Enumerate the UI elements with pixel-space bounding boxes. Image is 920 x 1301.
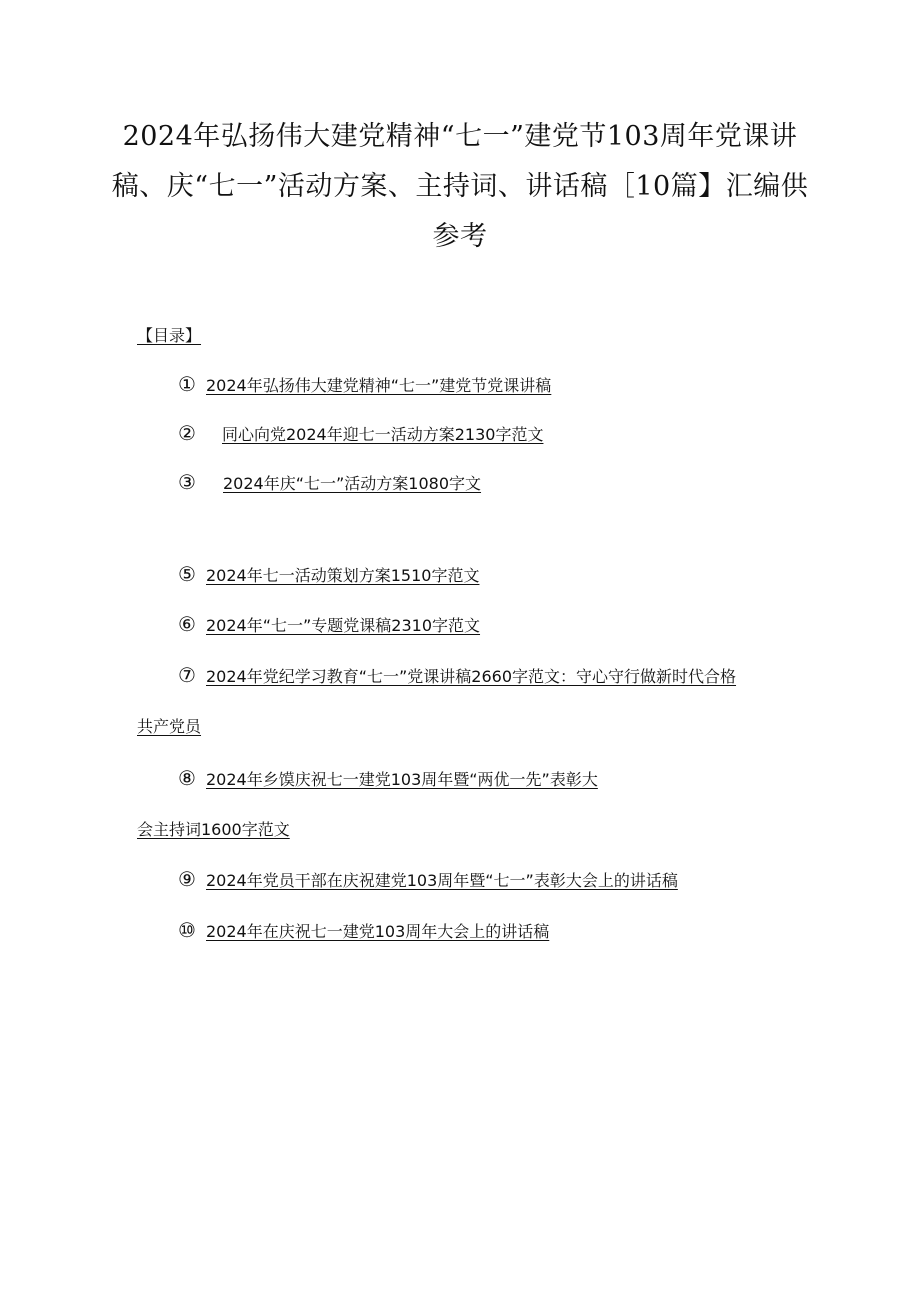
toc-item-number: ⑩ (178, 918, 196, 942)
toc-item-link[interactable]: 2024年党员干部在庆祝建党103周年暨“七一”表彰大会上的讲话稿 (206, 871, 678, 890)
toc-item-link[interactable]: 2024年“七一”专题党课稿2310字范文 (206, 616, 481, 635)
toc-item-3[interactable] (178, 469, 481, 497)
toc-item-link[interactable]: 2024年弘扬伟大建党精神“七一”建党节党课讲稿 (206, 376, 552, 395)
toc-item-number: ⑦ (178, 663, 196, 687)
toc-item-9[interactable] (178, 866, 678, 894)
toc-item-link[interactable]: 2024年乡馍庆祝七一建党103周年暨“两优一先”表彰大 (206, 770, 598, 789)
toc-item-8-continuation[interactable]: 会主持词1600字范文 (137, 820, 290, 839)
toc-heading: 【目录】 (137, 326, 202, 345)
toc-item-number: ② (178, 421, 196, 445)
toc-item-7[interactable] (178, 662, 736, 690)
toc-item-number: ⑨ (178, 867, 196, 891)
toc-item-link[interactable]: 同心向党2024年迎七一活动方案2130字范文 (222, 425, 544, 444)
toc-item-number: ⑤ (178, 562, 196, 586)
toc-item-number: ⑥ (178, 612, 196, 636)
toc-item-number: ① (178, 372, 196, 396)
toc-item-10[interactable] (178, 917, 549, 945)
toc-item-5[interactable] (178, 561, 479, 589)
toc-item-1[interactable] (178, 371, 551, 399)
toc-item-2[interactable] (178, 420, 543, 448)
document-title: 2024年弘扬伟大建党精神“七一”建党节103周年党课讲稿、庆“七一”活动方案、主持词、讲话稿［10篇】汇编供参考 (111, 121, 809, 252)
toc-item-8[interactable] (178, 765, 598, 793)
toc-item-link[interactable]: 2024年七一活动策划方案1510字范文 (206, 566, 480, 585)
toc-item-number: ③ (178, 470, 196, 494)
toc-item-6[interactable] (178, 611, 480, 639)
toc-item-link[interactable]: 2024年在庆祝七一建党103周年大会上的讲话稿 (206, 922, 550, 941)
toc-item-7-continuation[interactable]: 共产党员 (137, 717, 202, 736)
toc-item-link[interactable]: 2024年庆“七一”活动方案1080字文 (223, 474, 482, 493)
toc-item-number: ⑧ (178, 766, 196, 790)
toc-item-link[interactable]: 2024年党纪学习教育“七一”党课讲稿2660字范文：守心守行做新时代合格 (206, 667, 737, 686)
